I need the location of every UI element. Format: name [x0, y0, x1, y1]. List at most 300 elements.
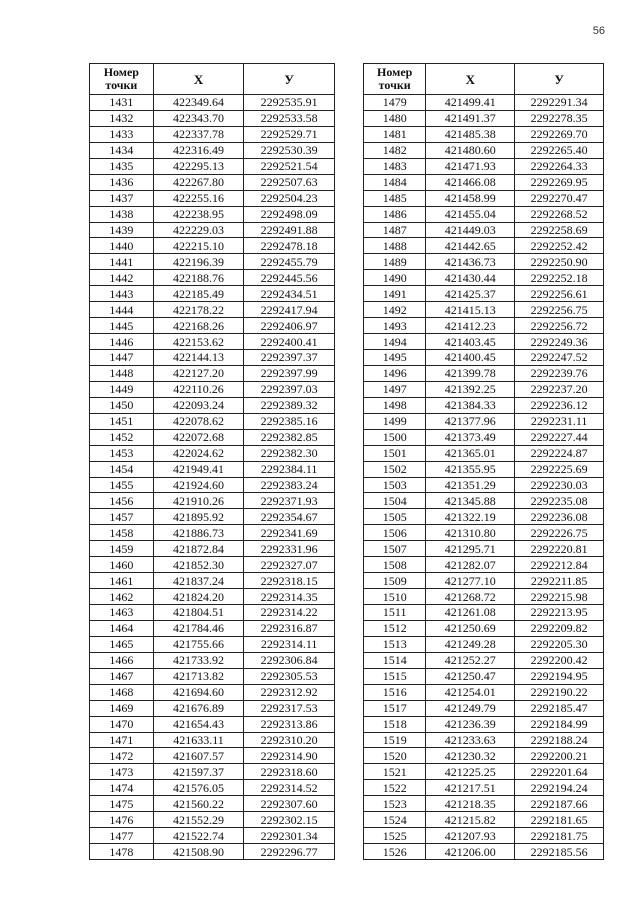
table-row — [90, 605, 335, 621]
coordinates-table-right — [363, 63, 604, 860]
y-coordinate-cell: 2292270.47 — [515, 190, 604, 206]
y-coordinate-cell: 2292301.34 — [244, 828, 335, 844]
x-coordinate-cell: 422144.13 — [153, 350, 244, 366]
point-number-cell: 1522 — [364, 780, 426, 796]
x-coordinate-cell: 421522.74 — [153, 828, 244, 844]
table-row — [364, 605, 604, 621]
y-coordinate-cell: 2292187.66 — [515, 796, 604, 812]
y-coordinate-cell: 2292307.60 — [244, 796, 335, 812]
point-number-cell: 1510 — [364, 589, 426, 605]
x-coordinate-cell: 421654.43 — [153, 716, 244, 732]
y-coordinate-cell: 2292205.30 — [515, 636, 604, 652]
y-coordinate-cell: 2292397.03 — [244, 381, 335, 397]
y-coordinate-cell: 2292354.67 — [244, 509, 335, 525]
point-number-cell: 1445 — [90, 318, 154, 334]
y-coordinate-cell: 2292397.37 — [244, 350, 335, 366]
table-row — [90, 636, 335, 652]
x-coordinate-cell: 421392.25 — [426, 381, 515, 397]
y-coordinate-cell: 2292252.42 — [515, 238, 604, 254]
x-coordinate-cell: 421466.08 — [426, 174, 515, 190]
point-number-cell: 1484 — [364, 174, 426, 190]
y-coordinate-cell: 2292314.22 — [244, 605, 335, 621]
point-number-cell: 1491 — [364, 286, 426, 302]
point-number-cell: 1443 — [90, 286, 154, 302]
point-number-cell: 1482 — [364, 142, 426, 158]
coordinates-table-left — [89, 63, 335, 860]
point-number-cell: 1437 — [90, 190, 154, 206]
point-number-cell: 1435 — [90, 158, 154, 174]
x-coordinate-cell: 421295.71 — [426, 541, 515, 557]
table-header-row — [364, 64, 604, 95]
y-coordinate-cell: 2292200.21 — [515, 748, 604, 764]
x-coordinate-cell: 421400.45 — [426, 350, 515, 366]
table-body-right — [364, 95, 604, 860]
x-coordinate-cell: 421694.60 — [153, 684, 244, 700]
y-coordinate-cell: 2292406.97 — [244, 318, 335, 334]
point-number-cell: 1470 — [90, 716, 154, 732]
x-coordinate-cell: 422295.13 — [153, 158, 244, 174]
point-number-cell: 1488 — [364, 238, 426, 254]
y-coordinate-cell: 2292314.52 — [244, 780, 335, 796]
y-coordinate-cell: 2292455.79 — [244, 254, 335, 270]
x-coordinate-cell: 421755.66 — [153, 636, 244, 652]
table-row — [364, 397, 604, 413]
table-row — [364, 477, 604, 493]
table-row — [90, 302, 335, 318]
x-coordinate-cell: 421365.01 — [426, 445, 515, 461]
y-coordinate-cell: 2292268.52 — [515, 206, 604, 222]
table-row — [364, 286, 604, 302]
y-coordinate-cell: 2292314.11 — [244, 636, 335, 652]
table-row — [90, 748, 335, 764]
x-coordinate-cell: 422267.80 — [153, 174, 244, 190]
y-coordinate-cell: 2292264.33 — [515, 158, 604, 174]
point-number-cell: 1496 — [364, 365, 426, 381]
point-number-cell: 1517 — [364, 700, 426, 716]
point-number-cell: 1473 — [90, 764, 154, 780]
point-number-cell: 1432 — [90, 110, 154, 126]
y-coordinate-cell: 2292312.92 — [244, 684, 335, 700]
y-coordinate-cell: 2292190.22 — [515, 684, 604, 700]
point-number-cell: 1487 — [364, 222, 426, 238]
point-number-cell: 1472 — [90, 748, 154, 764]
point-number-cell: 1474 — [90, 780, 154, 796]
point-number-cell: 1438 — [90, 206, 154, 222]
point-number-cell: 1433 — [90, 126, 154, 142]
table-row — [364, 812, 604, 828]
x-coordinate-cell: 421351.29 — [426, 477, 515, 493]
table-row — [364, 206, 604, 222]
table-row — [90, 764, 335, 780]
point-number-cell: 1468 — [90, 684, 154, 700]
table-row — [364, 270, 604, 286]
y-coordinate-cell: 2292529.71 — [244, 126, 335, 142]
point-number-cell: 1480 — [364, 110, 426, 126]
y-coordinate-cell: 2292224.87 — [515, 445, 604, 461]
point-number-cell: 1511 — [364, 605, 426, 621]
y-coordinate-cell: 2292237.20 — [515, 381, 604, 397]
point-number-cell: 1514 — [364, 652, 426, 668]
table-row — [90, 493, 335, 509]
header-point — [90, 64, 154, 95]
x-coordinate-cell: 421872.84 — [153, 541, 244, 557]
point-number-cell: 1465 — [90, 636, 154, 652]
table-row — [90, 844, 335, 860]
point-number-cell: 1481 — [364, 126, 426, 142]
point-number-cell: 1516 — [364, 684, 426, 700]
table-row — [90, 126, 335, 142]
y-coordinate-cell: 2292302.15 — [244, 812, 335, 828]
table-row — [90, 620, 335, 636]
point-number-cell: 1442 — [90, 270, 154, 286]
point-number-cell: 1457 — [90, 509, 154, 525]
table-row — [364, 413, 604, 429]
x-coordinate-cell: 421436.73 — [426, 254, 515, 270]
table-row — [90, 668, 335, 684]
table-row — [90, 142, 335, 158]
y-coordinate-cell: 2292504.23 — [244, 190, 335, 206]
point-number-cell: 1500 — [364, 429, 426, 445]
header-point-label: Номер точки — [377, 65, 413, 92]
y-coordinate-cell: 2292258.69 — [515, 222, 604, 238]
x-coordinate-cell: 421254.01 — [426, 684, 515, 700]
point-number-cell: 1501 — [364, 445, 426, 461]
point-number-cell: 1520 — [364, 748, 426, 764]
x-coordinate-cell: 421217.51 — [426, 780, 515, 796]
x-coordinate-cell: 421607.57 — [153, 748, 244, 764]
point-number-cell: 1515 — [364, 668, 426, 684]
table-row — [364, 142, 604, 158]
point-number-cell: 1446 — [90, 334, 154, 350]
table-row — [90, 525, 335, 541]
x-coordinate-cell: 422255.16 — [153, 190, 244, 206]
table-row — [364, 764, 604, 780]
table-row — [364, 174, 604, 190]
y-coordinate-cell: 2292235.08 — [515, 493, 604, 509]
header-point — [364, 64, 426, 95]
point-number-cell: 1525 — [364, 828, 426, 844]
table-row — [364, 573, 604, 589]
point-number-cell: 1494 — [364, 334, 426, 350]
table-row — [90, 828, 335, 844]
x-coordinate-cell: 421949.41 — [153, 461, 244, 477]
y-coordinate-cell: 2292236.08 — [515, 509, 604, 525]
x-coordinate-cell: 421597.37 — [153, 764, 244, 780]
table-row — [364, 334, 604, 350]
table-row — [364, 716, 604, 732]
y-coordinate-cell: 2292521.54 — [244, 158, 335, 174]
x-coordinate-cell: 421508.90 — [153, 844, 244, 860]
point-number-cell: 1485 — [364, 190, 426, 206]
y-coordinate-cell: 2292256.72 — [515, 318, 604, 334]
point-number-cell: 1523 — [364, 796, 426, 812]
point-number-cell: 1509 — [364, 573, 426, 589]
y-coordinate-cell: 2292269.70 — [515, 126, 604, 142]
point-number-cell: 1512 — [364, 620, 426, 636]
point-number-cell: 1449 — [90, 381, 154, 397]
x-coordinate-cell: 421910.26 — [153, 493, 244, 509]
x-coordinate-cell: 422072.68 — [153, 429, 244, 445]
table-row — [364, 844, 604, 860]
y-coordinate-cell: 2292384.11 — [244, 461, 335, 477]
table-row — [90, 652, 335, 668]
table-row — [364, 796, 604, 812]
x-coordinate-cell: 422238.95 — [153, 206, 244, 222]
table-row — [364, 365, 604, 381]
x-coordinate-cell: 421824.20 — [153, 589, 244, 605]
table-row — [364, 95, 604, 111]
point-number-cell: 1475 — [90, 796, 154, 812]
y-coordinate-cell: 2292533.58 — [244, 110, 335, 126]
x-coordinate-cell: 421377.96 — [426, 413, 515, 429]
x-coordinate-cell: 421373.49 — [426, 429, 515, 445]
table-row — [90, 190, 335, 206]
y-coordinate-cell: 2292209.82 — [515, 620, 604, 636]
y-coordinate-cell: 2292220.81 — [515, 541, 604, 557]
y-coordinate-cell: 2292371.93 — [244, 493, 335, 509]
x-coordinate-cell: 421384.33 — [426, 397, 515, 413]
x-coordinate-cell: 422024.62 — [153, 445, 244, 461]
x-coordinate-cell: 421261.08 — [426, 605, 515, 621]
y-coordinate-cell: 2292318.60 — [244, 764, 335, 780]
x-coordinate-cell: 421233.63 — [426, 732, 515, 748]
point-number-cell: 1447 — [90, 350, 154, 366]
x-coordinate-cell: 421215.82 — [426, 812, 515, 828]
y-coordinate-cell: 2292382.30 — [244, 445, 335, 461]
x-coordinate-cell: 421886.73 — [153, 525, 244, 541]
y-coordinate-cell: 2292445.56 — [244, 270, 335, 286]
y-coordinate-cell: 2292397.99 — [244, 365, 335, 381]
table-row — [90, 206, 335, 222]
point-number-cell: 1455 — [90, 477, 154, 493]
table-row — [364, 190, 604, 206]
table-body-left — [90, 95, 335, 860]
x-coordinate-cell: 421480.60 — [426, 142, 515, 158]
point-number-cell: 1498 — [364, 397, 426, 413]
table-row — [90, 158, 335, 174]
y-coordinate-cell: 2292215.98 — [515, 589, 604, 605]
x-coordinate-cell: 422343.70 — [153, 110, 244, 126]
table-row — [364, 381, 604, 397]
y-coordinate-cell: 2292327.07 — [244, 557, 335, 573]
point-number-cell: 1460 — [90, 557, 154, 573]
table-row — [364, 652, 604, 668]
x-coordinate-cell: 422316.49 — [153, 142, 244, 158]
table-row — [90, 381, 335, 397]
y-coordinate-cell: 2292185.47 — [515, 700, 604, 716]
table-row — [364, 238, 604, 254]
point-number-cell: 1502 — [364, 461, 426, 477]
x-coordinate-cell: 421230.32 — [426, 748, 515, 764]
x-coordinate-cell: 422093.24 — [153, 397, 244, 413]
table-row — [90, 350, 335, 366]
point-number-cell: 1462 — [90, 589, 154, 605]
point-number-cell: 1458 — [90, 525, 154, 541]
point-number-cell: 1454 — [90, 461, 154, 477]
y-coordinate-cell: 2292317.53 — [244, 700, 335, 716]
x-coordinate-cell: 422127.20 — [153, 365, 244, 381]
x-coordinate-cell: 421713.82 — [153, 668, 244, 684]
point-number-cell: 1495 — [364, 350, 426, 366]
point-number-cell: 1508 — [364, 557, 426, 573]
x-coordinate-cell: 421415.13 — [426, 302, 515, 318]
table-row — [90, 222, 335, 238]
x-coordinate-cell: 421499.41 — [426, 95, 515, 111]
x-coordinate-cell: 422229.03 — [153, 222, 244, 238]
table-row — [90, 716, 335, 732]
y-coordinate-cell: 2292305.53 — [244, 668, 335, 684]
x-coordinate-cell: 422349.64 — [153, 95, 244, 111]
table-row — [364, 158, 604, 174]
point-number-cell: 1518 — [364, 716, 426, 732]
point-number-cell: 1436 — [90, 174, 154, 190]
x-coordinate-cell: 421485.38 — [426, 126, 515, 142]
x-coordinate-cell: 421458.99 — [426, 190, 515, 206]
table-row — [90, 573, 335, 589]
point-number-cell: 1497 — [364, 381, 426, 397]
y-coordinate-cell: 2292265.40 — [515, 142, 604, 158]
point-number-cell: 1490 — [364, 270, 426, 286]
table-row — [90, 796, 335, 812]
y-coordinate-cell: 2292185.56 — [515, 844, 604, 860]
table-row — [364, 445, 604, 461]
x-coordinate-cell: 422185.49 — [153, 286, 244, 302]
x-coordinate-cell: 422078.62 — [153, 413, 244, 429]
table-row — [364, 732, 604, 748]
table-row — [90, 589, 335, 605]
table-row — [364, 429, 604, 445]
y-coordinate-cell: 2292236.12 — [515, 397, 604, 413]
table-row — [90, 509, 335, 525]
x-coordinate-cell: 421345.88 — [426, 493, 515, 509]
x-coordinate-cell: 422337.78 — [153, 126, 244, 142]
point-number-cell: 1524 — [364, 812, 426, 828]
table-row — [364, 636, 604, 652]
y-coordinate-cell: 2292507.63 — [244, 174, 335, 190]
point-number-cell: 1456 — [90, 493, 154, 509]
point-number-cell: 1471 — [90, 732, 154, 748]
x-coordinate-cell: 421268.72 — [426, 589, 515, 605]
x-coordinate-cell: 421218.35 — [426, 796, 515, 812]
header-point-label: Номер точки — [103, 65, 139, 92]
table-row — [90, 780, 335, 796]
y-coordinate-cell: 2292306.84 — [244, 652, 335, 668]
point-number-cell: 1492 — [364, 302, 426, 318]
y-coordinate-cell: 2292316.87 — [244, 620, 335, 636]
x-coordinate-cell: 421403.45 — [426, 334, 515, 350]
table-row — [364, 541, 604, 557]
y-coordinate-cell: 2292239.76 — [515, 365, 604, 381]
y-coordinate-cell: 2292291.34 — [515, 95, 604, 111]
point-number-cell: 1439 — [90, 222, 154, 238]
y-coordinate-cell: 2292331.96 — [244, 541, 335, 557]
table-row — [90, 413, 335, 429]
table-row — [364, 780, 604, 796]
y-coordinate-cell: 2292296.77 — [244, 844, 335, 860]
table-row — [364, 302, 604, 318]
point-number-cell: 1463 — [90, 605, 154, 621]
x-coordinate-cell: 421733.92 — [153, 652, 244, 668]
y-coordinate-cell: 2292434.51 — [244, 286, 335, 302]
point-number-cell: 1464 — [90, 620, 154, 636]
table-row — [90, 541, 335, 557]
point-number-cell: 1478 — [90, 844, 154, 860]
table-row — [364, 126, 604, 142]
table-row — [364, 493, 604, 509]
point-number-cell: 1489 — [364, 254, 426, 270]
x-coordinate-cell: 421576.05 — [153, 780, 244, 796]
y-coordinate-cell: 2292385.16 — [244, 413, 335, 429]
y-coordinate-cell: 2292212.84 — [515, 557, 604, 573]
point-number-cell: 1477 — [90, 828, 154, 844]
y-coordinate-cell: 2292314.90 — [244, 748, 335, 764]
table-row — [90, 700, 335, 716]
header-x: X — [426, 64, 515, 95]
x-coordinate-cell: 421250.69 — [426, 620, 515, 636]
x-coordinate-cell: 421249.28 — [426, 636, 515, 652]
point-number-cell: 1444 — [90, 302, 154, 318]
y-coordinate-cell: 2292184.99 — [515, 716, 604, 732]
table-row — [364, 557, 604, 573]
point-number-cell: 1448 — [90, 365, 154, 381]
x-coordinate-cell: 422188.76 — [153, 270, 244, 286]
table-row — [364, 589, 604, 605]
x-coordinate-cell: 421924.60 — [153, 477, 244, 493]
y-coordinate-cell: 2292252.18 — [515, 270, 604, 286]
x-coordinate-cell: 421784.46 — [153, 620, 244, 636]
y-coordinate-cell: 2292383.24 — [244, 477, 335, 493]
x-coordinate-cell: 421399.78 — [426, 365, 515, 381]
y-coordinate-cell: 2292478.18 — [244, 238, 335, 254]
table-row — [364, 110, 604, 126]
y-coordinate-cell: 2292535.91 — [244, 95, 335, 111]
header-x: X — [153, 64, 244, 95]
table-row — [90, 557, 335, 573]
table-row — [364, 684, 604, 700]
x-coordinate-cell: 422168.26 — [153, 318, 244, 334]
y-coordinate-cell: 2292194.24 — [515, 780, 604, 796]
x-coordinate-cell: 421455.04 — [426, 206, 515, 222]
y-coordinate-cell: 2292226.75 — [515, 525, 604, 541]
x-coordinate-cell: 421250.47 — [426, 668, 515, 684]
point-number-cell: 1513 — [364, 636, 426, 652]
point-number-cell: 1461 — [90, 573, 154, 589]
page-number: 56 — [592, 25, 605, 37]
table-row — [90, 286, 335, 302]
table-row — [90, 365, 335, 381]
table-row — [364, 700, 604, 716]
y-coordinate-cell: 2292247.52 — [515, 350, 604, 366]
table-row — [90, 684, 335, 700]
table-row — [90, 812, 335, 828]
point-number-cell: 1493 — [364, 318, 426, 334]
y-coordinate-cell: 2292491.88 — [244, 222, 335, 238]
point-number-cell: 1521 — [364, 764, 426, 780]
table-row — [90, 95, 335, 111]
y-coordinate-cell: 2292181.65 — [515, 812, 604, 828]
table-row — [90, 318, 335, 334]
x-coordinate-cell: 421225.25 — [426, 764, 515, 780]
y-coordinate-cell: 2292417.94 — [244, 302, 335, 318]
table-row — [364, 509, 604, 525]
point-number-cell: 1506 — [364, 525, 426, 541]
table-row — [90, 174, 335, 190]
x-coordinate-cell: 421206.00 — [426, 844, 515, 860]
x-coordinate-cell: 421804.51 — [153, 605, 244, 621]
x-coordinate-cell: 421442.65 — [426, 238, 515, 254]
y-coordinate-cell: 2292201.64 — [515, 764, 604, 780]
y-coordinate-cell: 2292227.44 — [515, 429, 604, 445]
